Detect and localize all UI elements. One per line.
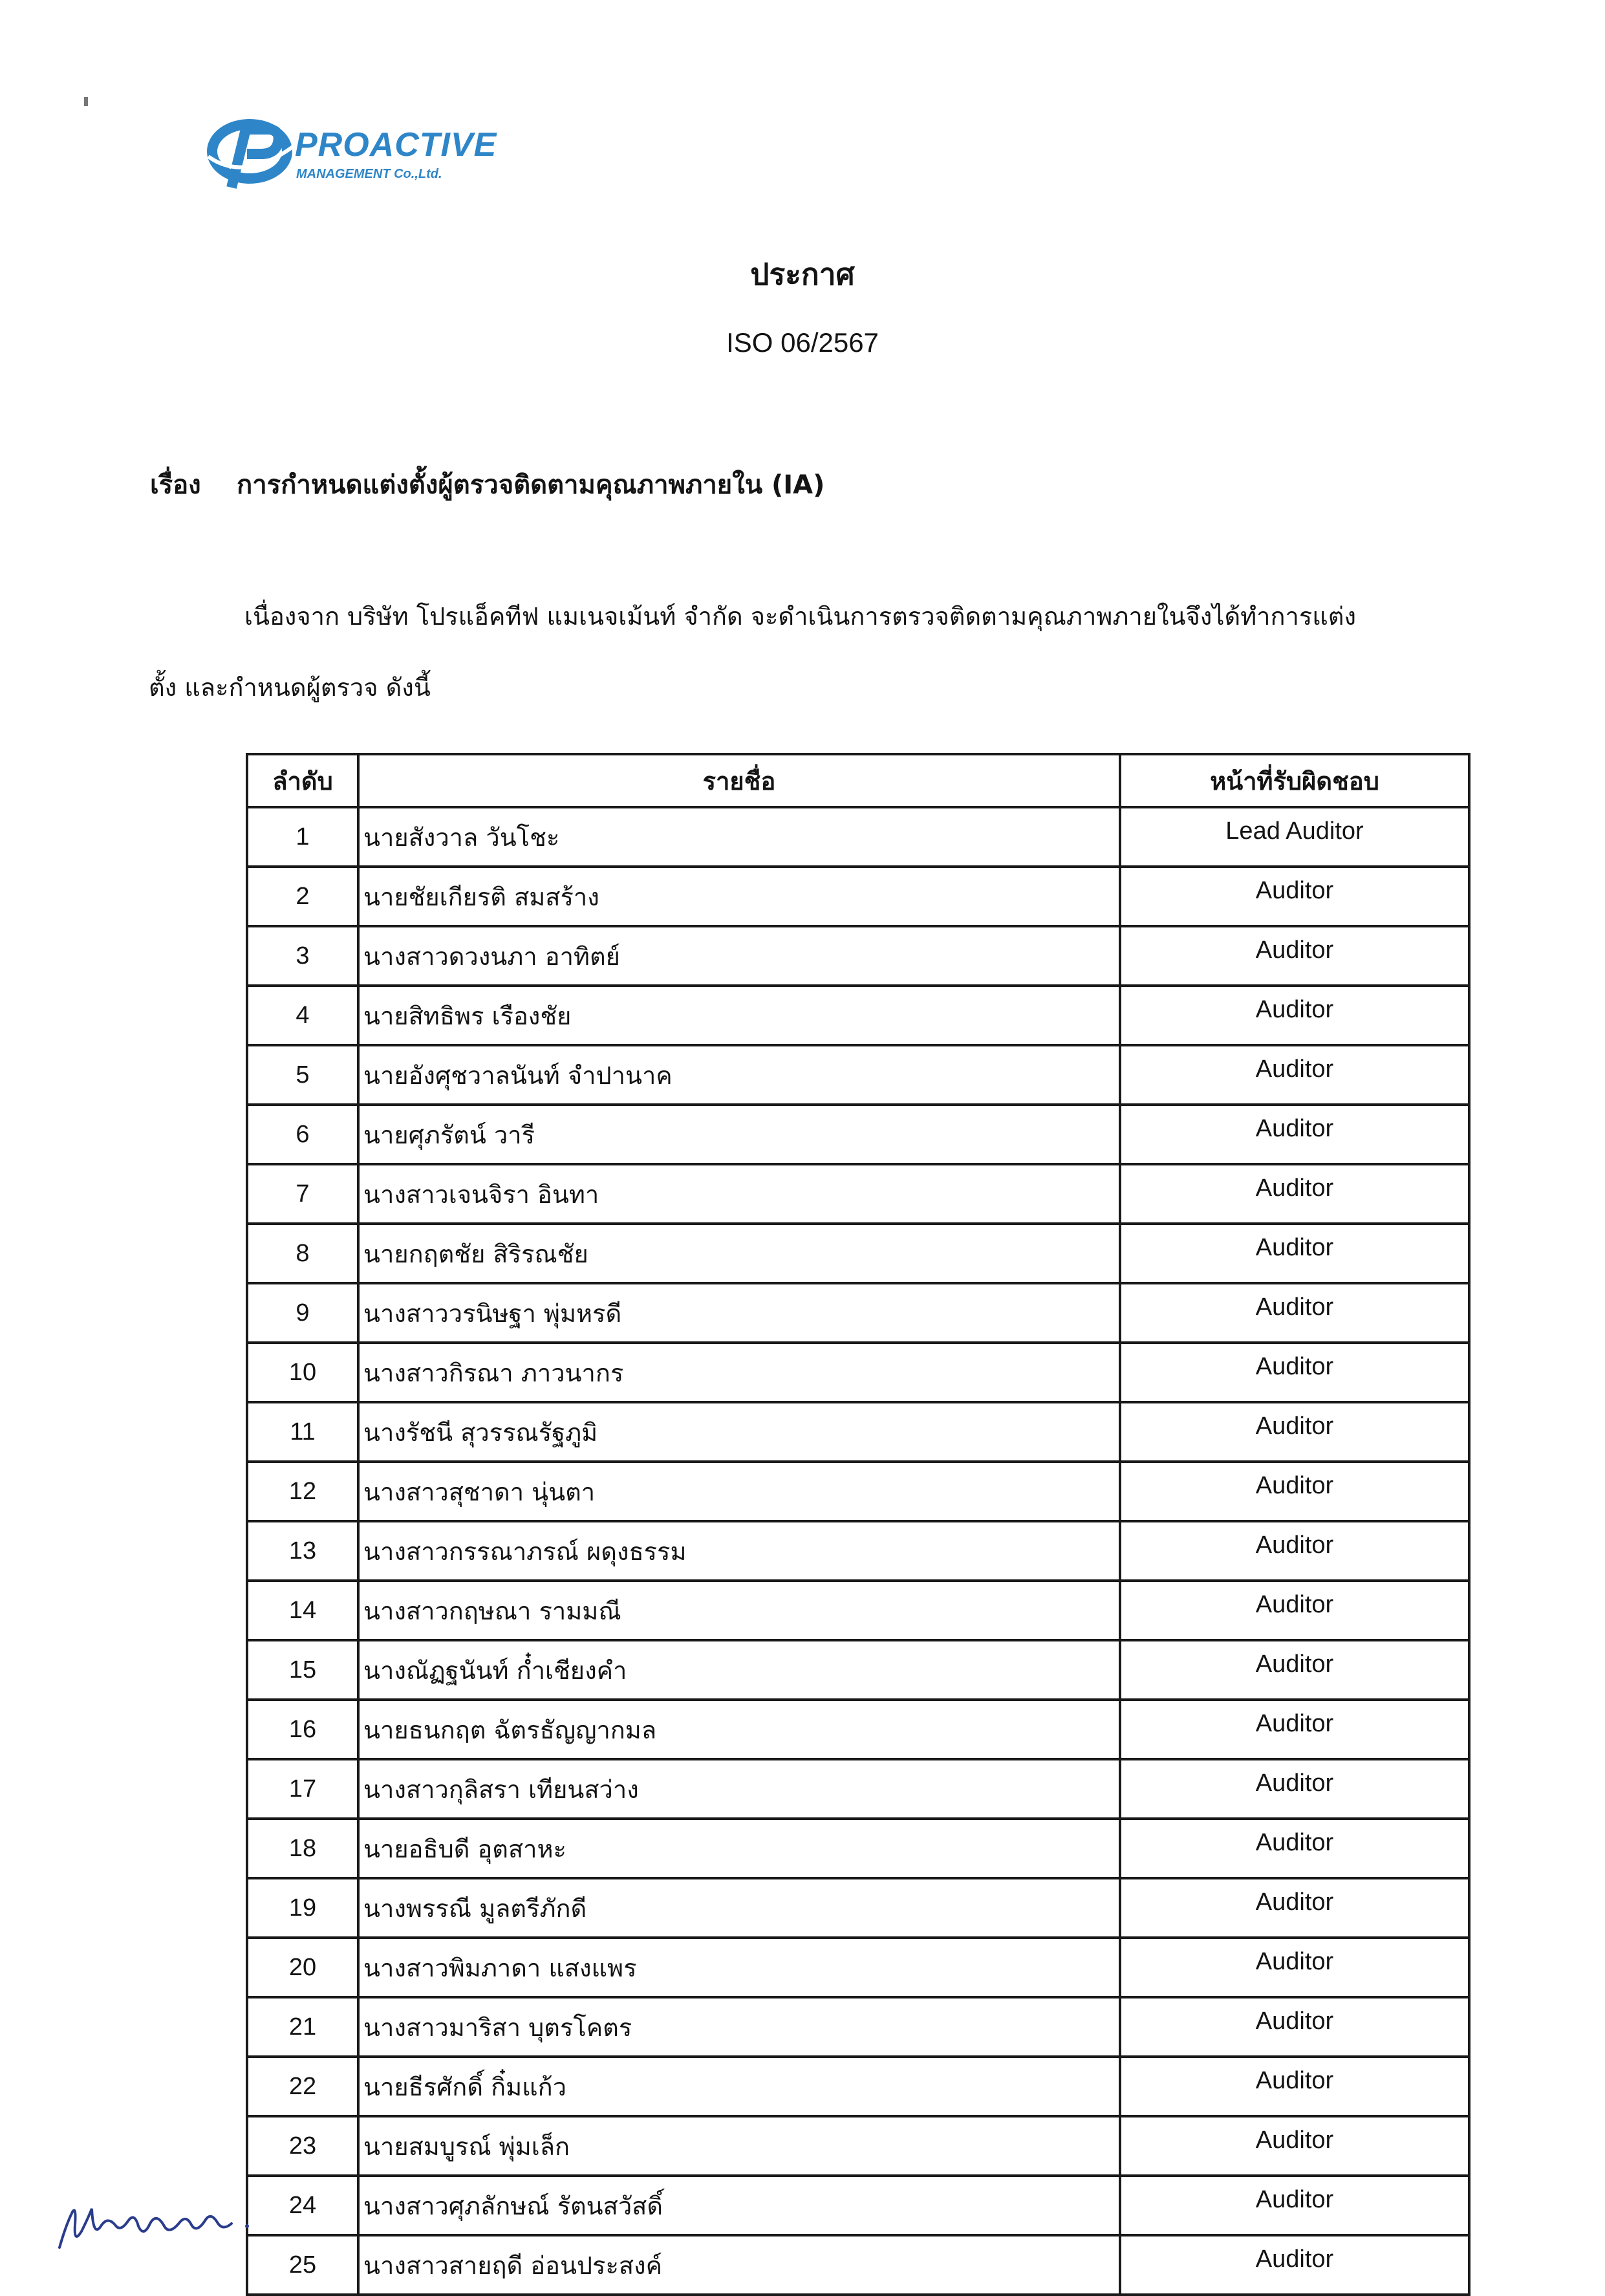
table-row: [247, 867, 1469, 926]
cell-no: 8: [247, 1224, 358, 1283]
cell-no: 12: [247, 1462, 358, 1521]
cell-no: 23: [247, 2116, 358, 2176]
company-logo: [206, 111, 497, 195]
table-row: [247, 1343, 1469, 1402]
cell-name: นางสาวกุลิสรา เทียนสว่าง: [358, 1759, 1120, 1819]
cell-role: Auditor: [1120, 1224, 1469, 1283]
cell-name: นายอังศุชวาลนันท์ จำปานาค: [358, 1045, 1120, 1105]
cell-name: นายกฤตชัย สิริรณชัย: [358, 1224, 1120, 1283]
cell-no: 25: [247, 2235, 358, 2295]
cell-role: Auditor: [1120, 1997, 1469, 2057]
cell-name: นายสมบูรณ์ พุ่มเล็ก: [358, 2116, 1120, 2176]
table-row: [247, 1640, 1469, 1700]
cell-name: นายสิทธิพร เรืองชัย: [358, 986, 1120, 1045]
cell-name: นางรัชนี สุวรรณรัฐภูมิ: [358, 1402, 1120, 1462]
cell-name: นางสาวศุภลักษณ์ รัตนสวัสดิ์: [358, 2176, 1120, 2235]
cell-name: นายอธิบดี อุตสาหะ: [358, 1819, 1120, 1878]
cell-no: 20: [247, 1938, 358, 1997]
cell-no: 16: [247, 1700, 358, 1759]
table-row: [247, 807, 1469, 867]
table-row: [247, 1997, 1469, 2057]
table-header-row: [247, 754, 1469, 807]
table-row: [247, 1462, 1469, 1521]
cell-name: นายธนกฤต ฉัตรธัญญากมล: [358, 1700, 1120, 1759]
page-title: ประกาศ: [750, 257, 855, 292]
cell-no: 1: [247, 807, 358, 867]
table-row: [247, 1224, 1469, 1283]
table-row: [247, 1819, 1469, 1878]
cell-role: Auditor: [1120, 1581, 1469, 1640]
cell-name: นางสาวสุชาดา นุ่นตา: [358, 1462, 1120, 1521]
table-row: [247, 1283, 1469, 1343]
logo-emblem-icon: [206, 111, 296, 195]
cell-name: นางสาวกรรณาภรณ์ ผดุงธรรม: [358, 1521, 1120, 1581]
cell-role: Auditor: [1120, 986, 1469, 1045]
scan-speck: [84, 97, 88, 106]
cell-name: นายธีรศักดิ์ กิ๋มแก้ว: [358, 2057, 1120, 2116]
cell-no: 6: [247, 1105, 358, 1164]
cell-name: นางสาวดวงนภา อาทิตย์: [358, 926, 1120, 986]
header-role: หน้าที่รับผิดชอบ: [1120, 754, 1469, 807]
table-row: [247, 1700, 1469, 1759]
cell-name: นางสาวพิมภาดา แสงแพร: [358, 1938, 1120, 1997]
table-row: [247, 1581, 1469, 1640]
cell-name: นายศุภรัตน์ วารี: [358, 1105, 1120, 1164]
cell-role: Lead Auditor: [1120, 807, 1469, 867]
cell-role: Auditor: [1120, 1819, 1469, 1878]
cell-name: นางสาวกิรณา ภาวนากร: [358, 1343, 1120, 1402]
cell-role: Auditor: [1120, 1283, 1469, 1343]
signature: [53, 2186, 260, 2257]
cell-name: นางณัฏฐนันท์ ก๋ำเชียงคำ: [358, 1640, 1120, 1700]
cell-role: Auditor: [1120, 1938, 1469, 1997]
cell-no: 4: [247, 986, 358, 1045]
table-row: [247, 2235, 1469, 2295]
cell-no: 24: [247, 2176, 358, 2235]
cell-role: Auditor: [1120, 1164, 1469, 1224]
cell-no: 10: [247, 1343, 358, 1402]
cell-no: 7: [247, 1164, 358, 1224]
table-body: [247, 807, 1469, 2295]
cell-no: 2: [247, 867, 358, 926]
cell-name: นางสาววรนิษฐา พุ่มหรดี: [358, 1283, 1120, 1343]
cell-no: 22: [247, 2057, 358, 2116]
table-row: [247, 926, 1469, 986]
subject-label: เรื่อง: [150, 470, 201, 500]
table-row: [247, 1402, 1469, 1462]
cell-name: นายสังวาล วันโชะ: [358, 807, 1120, 867]
table-row: [247, 1878, 1469, 1938]
table-row: [247, 2057, 1469, 2116]
cell-role: Auditor: [1120, 2116, 1469, 2176]
table-row: [247, 2176, 1469, 2235]
cell-no: 5: [247, 1045, 358, 1105]
table-row: [247, 986, 1469, 1045]
cell-role: Auditor: [1120, 1045, 1469, 1105]
table-row: [247, 1164, 1469, 1224]
cell-role: Auditor: [1120, 1759, 1469, 1819]
cell-name: นางสาวมาริสา บุตรโคตร: [358, 1997, 1120, 2057]
cell-role: Auditor: [1120, 867, 1469, 926]
cell-name: นายชัยเกียรติ สมสร้าง: [358, 867, 1120, 926]
cell-no: 19: [247, 1878, 358, 1938]
cell-role: Auditor: [1120, 1343, 1469, 1402]
cell-name: นางสาวเจนจิรา อินทา: [358, 1164, 1120, 1224]
cell-name: นางสาวกฤษณา รามมณี: [358, 1581, 1120, 1640]
header-no: ลำดับ: [247, 754, 358, 807]
cell-no: 17: [247, 1759, 358, 1819]
cell-role: Auditor: [1120, 2057, 1469, 2116]
cell-no: 21: [247, 1997, 358, 2057]
cell-role: Auditor: [1120, 2235, 1469, 2295]
cell-name: นางพรรณี มูลตรีภักดี: [358, 1878, 1120, 1938]
cell-role: Auditor: [1120, 926, 1469, 986]
table-row: [247, 1759, 1469, 1819]
document-number: ISO 06/2567: [726, 327, 879, 358]
table-row: [247, 1045, 1469, 1105]
header-name: รายชื่อ: [358, 754, 1120, 807]
cell-role: Auditor: [1120, 1700, 1469, 1759]
cell-no: 13: [247, 1521, 358, 1581]
cell-no: 15: [247, 1640, 358, 1700]
cell-role: Auditor: [1120, 2176, 1469, 2235]
cell-no: 11: [247, 1402, 358, 1462]
cell-role: Auditor: [1120, 1521, 1469, 1581]
cell-role: Auditor: [1120, 1878, 1469, 1938]
table-row: [247, 1105, 1469, 1164]
cell-name: นางสาวสายฤดี อ่อนประสงค์: [358, 2235, 1120, 2295]
cell-role: Auditor: [1120, 1640, 1469, 1700]
logo-wordmark: PROACTIVE: [295, 126, 497, 164]
cell-no: 3: [247, 926, 358, 986]
cell-no: 9: [247, 1283, 358, 1343]
auditor-table: [246, 753, 1470, 2296]
subject-text: การกำหนดแต่งตั้งผู้ตรวจติดตามคุณภาพภายใน (IA): [237, 470, 825, 500]
cell-no: 14: [247, 1581, 358, 1640]
logo-subtitle: MANAGEMENT Co.,Ltd.: [296, 167, 442, 181]
table-row: [247, 1938, 1469, 1997]
cell-role: Auditor: [1120, 1462, 1469, 1521]
body-paragraph: เนื่องจาก บริษัท โปรแอ็คทีฟ แมเนจเม้นท์ จำกัด จะดำเนินการตรวจติดตามคุณภาพภายในจึงได้ทำการแต่งตั้ง และกำหนดผู้ตรวจ ดังนี้: [149, 602, 1356, 702]
table-row: [247, 2116, 1469, 2176]
cell-role: Auditor: [1120, 1105, 1469, 1164]
table-row: [247, 1521, 1469, 1581]
cell-no: 18: [247, 1819, 358, 1878]
cell-role: Auditor: [1120, 1402, 1469, 1462]
